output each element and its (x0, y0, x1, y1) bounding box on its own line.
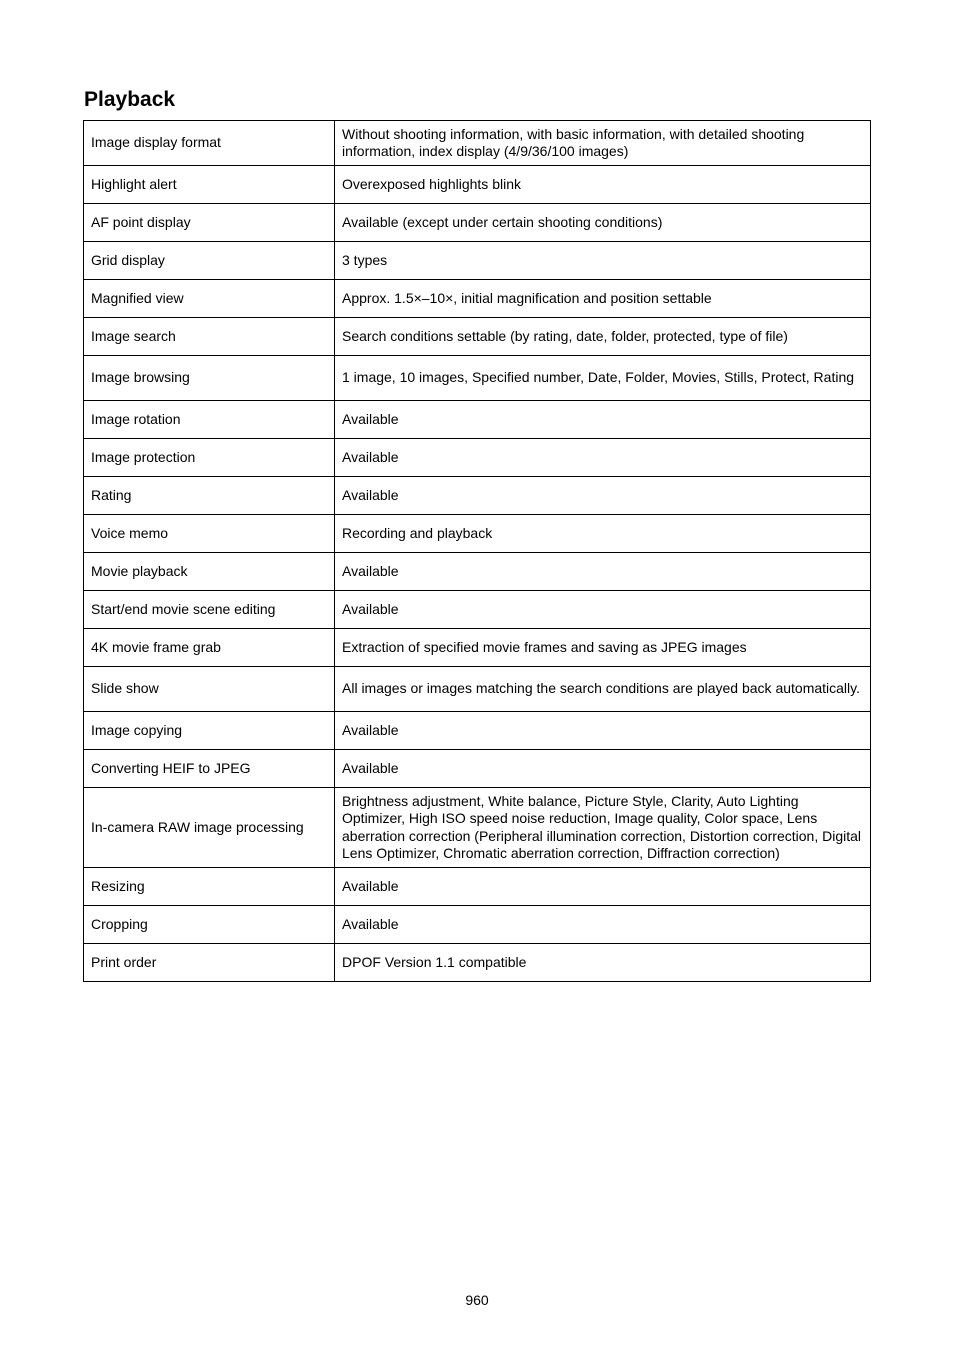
spec-value: All images or images matching the search conditions are played back automatically. (335, 667, 871, 712)
table-row (84, 515, 871, 553)
spec-label: Slide show (84, 667, 335, 712)
spec-label: Print order (84, 944, 335, 982)
page-title: Playback (84, 88, 176, 111)
spec-value: 1 image, 10 images, Specified number, Date, Folder, Movies, Stills, Protect, Rating (335, 356, 871, 401)
spec-label: 4K movie frame grab (84, 629, 335, 667)
table-row (84, 121, 871, 166)
spec-value: Available (335, 477, 871, 515)
spec-value: Brightness adjustment, White balance, Picture Style, Clarity, Auto Lighting Optimizer, High ISO speed noise reduction, Image quality, Color space, Lens aberration correction (Peripheral illumination correction, Distortion correction, Digital Lens Optimizer, Chromatic aberration correction, Diffraction correction) (335, 788, 871, 868)
table-row (84, 591, 871, 629)
spec-label: Movie playback (84, 553, 335, 591)
table-row (84, 712, 871, 750)
playback-spec-table (83, 120, 871, 982)
spec-value: Recording and playback (335, 515, 871, 553)
spec-value: Approx. 1.5×–10×, initial magnification and position settable (335, 280, 871, 318)
spec-label: Grid display (84, 242, 335, 280)
spec-value: Available (335, 750, 871, 788)
spec-value: 3 types (335, 242, 871, 280)
table-row (84, 318, 871, 356)
page-number: 960 (465, 1292, 489, 1308)
spec-value: DPOF Version 1.1 compatible (335, 944, 871, 982)
table-row (84, 204, 871, 242)
spec-label: Rating (84, 477, 335, 515)
table-row (84, 667, 871, 712)
table-row (84, 439, 871, 477)
table-row (84, 629, 871, 667)
spec-label: Magnified view (84, 280, 335, 318)
spec-value: Available (335, 553, 871, 591)
spec-label: Image display format (84, 121, 335, 166)
spec-value: Overexposed highlights blink (335, 166, 871, 204)
table-row (84, 750, 871, 788)
table-row (84, 944, 871, 982)
spec-label: Start/end movie scene editing (84, 591, 335, 629)
spec-value: Available (335, 401, 871, 439)
spec-label: AF point display (84, 204, 335, 242)
table-row (84, 280, 871, 318)
spec-label: In-camera RAW image processing (84, 788, 335, 868)
spec-label: Image copying (84, 712, 335, 750)
spec-value: Available (335, 591, 871, 629)
spec-value: Extraction of specified movie frames and saving as JPEG images (335, 629, 871, 667)
spec-value: Available (except under certain shooting conditions) (335, 204, 871, 242)
spec-label: Cropping (84, 906, 335, 944)
spec-label: Image rotation (84, 401, 335, 439)
table-row (84, 553, 871, 591)
spec-value: Available (335, 712, 871, 750)
table-row (84, 788, 871, 868)
spec-label: Image browsing (84, 356, 335, 401)
spec-label: Image protection (84, 439, 335, 477)
table-row (84, 906, 871, 944)
table-row (84, 356, 871, 401)
table-row (84, 166, 871, 204)
table-row (84, 242, 871, 280)
spec-label: Highlight alert (84, 166, 335, 204)
spec-label: Voice memo (84, 515, 335, 553)
table-row (84, 868, 871, 906)
spec-value: Available (335, 439, 871, 477)
spec-value: Without shooting information, with basic information, with detailed shooting information, index display (4/9/36/100 images) (335, 121, 871, 166)
spec-value: Available (335, 868, 871, 906)
spec-label: Resizing (84, 868, 335, 906)
spec-label: Converting HEIF to JPEG (84, 750, 335, 788)
table-row (84, 477, 871, 515)
spec-label: Image search (84, 318, 335, 356)
table-row (84, 401, 871, 439)
spec-value: Search conditions settable (by rating, date, folder, protected, type of file) (335, 318, 871, 356)
spec-value: Available (335, 906, 871, 944)
